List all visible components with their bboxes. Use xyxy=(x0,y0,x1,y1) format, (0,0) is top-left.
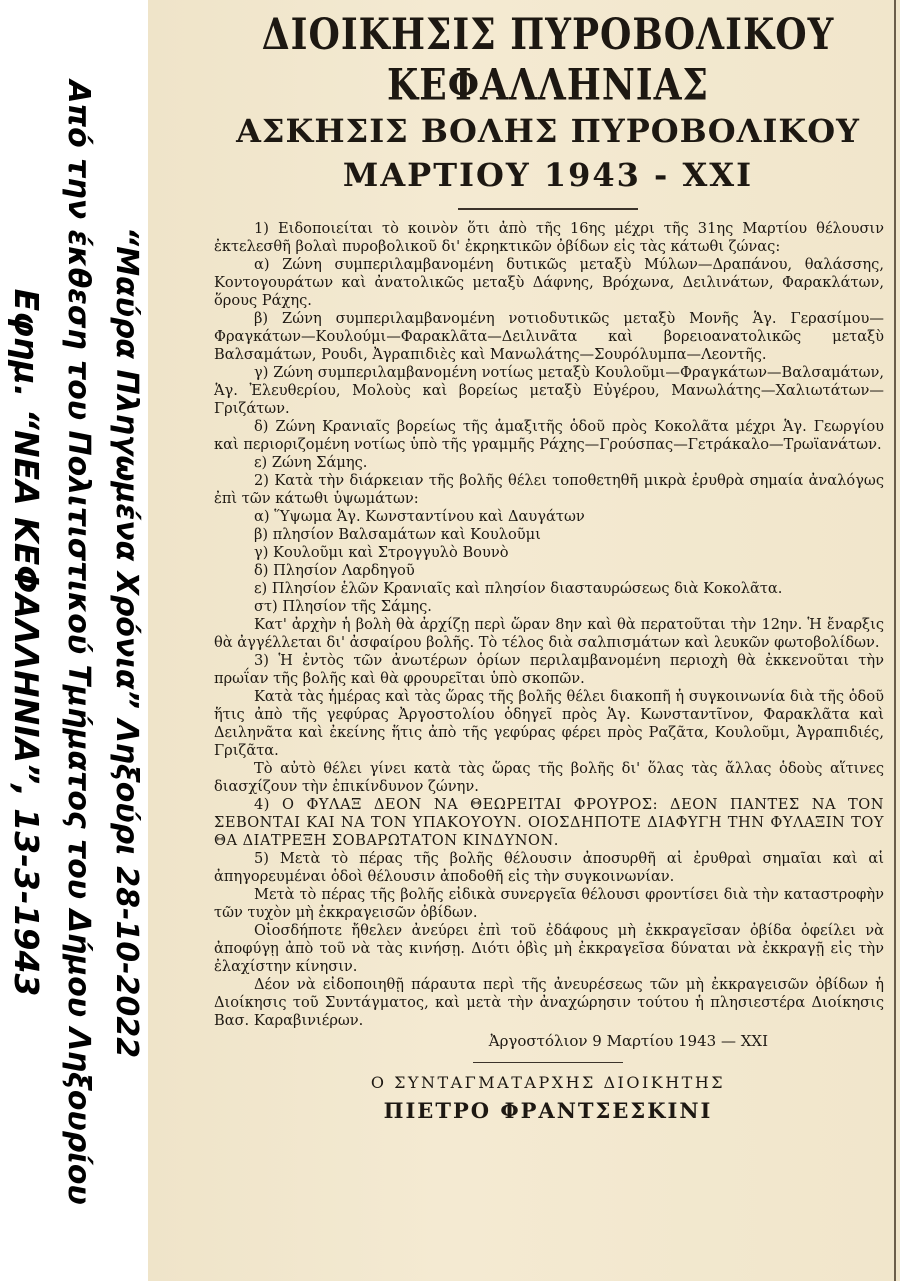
flag-site-e: ε) Πλησίον ἑλῶν Κρανιαῖς καὶ πλησίον διασταυρώσεως διὰ Κοκολᾶτα. xyxy=(254,580,783,597)
signature-title: Ο ΣΥΝΤΑΓΜΑΤΑΡΧΗΣ ΔΙΟΙΚΗΤΗΣ xyxy=(370,1073,726,1092)
caption-title-date-line: “Μαύρα Πληγωμένα Χρόνια” Ληξούρι 28-10-2022 xyxy=(109,226,144,1059)
newspaper-clipping xyxy=(148,0,900,1281)
zone-e: ε) Ζώνη Σάμης. xyxy=(254,454,368,471)
flag-site-b: β) πλησίον Βαλσαμάτων καὶ Κουλοῦμι xyxy=(254,526,541,543)
paragraph-traffic: Κατὰ τὰς ἡμέρας καὶ τὰς ὥρας τῆς βολῆς θέλει διακοπῆ ἡ συγκοινωνία διὰ τῆς ὁδοῦ ἥτις ἀπὸ τῆς γεφύρας Ἀργοστολίου ὁδηγεῖ πρὸς Ἁγ. Κωνσταντῖνον, Φαρακλᾶτα καὶ Δειληνᾶτα καὶ ἐκείνης ἥτις ἀπὸ τῆς γεφύρας φέρει πρὸς Ραζᾶτα, Κουλοῦμι, Ἀγραπιδιές, Γριζᾶτα. xyxy=(214,688,884,759)
zone-b: β) Ζώνη συμπεριλαμβανομένη νοτιοδυτικῶς μεταξὺ Μονῆς Ἁγ. Γερασίμου—Φραγκάτων—Κουλούμι—Φαρακλᾶτα—Δειλινᾶτα καὶ βορειοανατολικῶς μεταξὺ Βαλσαμάτων, Ρουδι, Ἀγραπιδιὲς καὶ Μανωλάτης—Σουρόλυμπα—Λεοντῆς. xyxy=(214,310,884,363)
article-heading-date: ΜΑΡΤΙΟΥ 1943 - XXI xyxy=(342,156,754,194)
paragraph-4-guard: 4) Ο ΦΥΛΑΞ ΔΕΟΝ ΝΑ ΘΕΩΡΕΙΤΑΙ ΦΡΟΥΡΟΣ: ΔΕΟΝ ΠΑΝΤΕΣ ΝΑ ΤΟΝ ΣΕΒΟΝΤΑΙ ΚΑΙ ΝΑ ΤΟΝ ΥΠΑΚΟΥΟΥΝ. ΟΙΟΣΔΗΠΟΤΕ ΔΙΑΦΥΓΗ ΤΗΝ ΦΥΛΑΞΙΝ ΤΟΥ ΘΑ ΔΙΑΤΡΕΞΗ ΣΟΒΑΡΩΤΑΤΟΝ ΚΙΝΔΥΝΟΝ. xyxy=(214,796,884,849)
zone-a: α) Ζώνη συμπεριλαμβανομένη δυτικῶς μεταξὺ Μύλων—Δραπάνου, θαλάσσης, Κοντογουράτων καὶ ἀνατολικῶς μεταξὺ Δάφνης, Βρόχωνα, Δειλινάτων, Φαρακλάτων, ὅρους Ράχης. xyxy=(214,256,884,309)
zone-c: γ) Ζώνη συμπεριλαμβανομένη νοτίως μεταξὺ Κουλοῦμι—Φραγκάτων—Βαλσαμάτων, Ἁγ. Ἐλευθερίου, Μολοὺς καὶ βορείως μεταξὺ Εὐγέρου, Μανωλάτης—Χαλιωτάτων—Γριζάτων. xyxy=(214,364,884,417)
paragraph-cleanup: Μετὰ τὸ πέρας τῆς βολῆς εἰδικὰ συνεργεῖα θέλουσι φροντίσει διὰ τὴν καταστροφὴν τῶν τυχὸν μὴ ἐκκραγεισῶν ὀβίδων. xyxy=(214,886,884,921)
paragraph-1: 1) Ειδοποιείται τὸ κοινὸν ὅτι ἀπὸ τῆς 16ης μέχρι τῆς 31ης Μαρτίου θέλουσιν ἐκτελεσθῆ βολαὶ πυροβολικοῦ δι' ἐκρηκτικῶν ὀβίδων εἰς τὰς κάτωθι ζώνας: xyxy=(214,220,884,255)
article-heading-authority: ΔΙΟΙΚΗΣΙΣ ΠΥΡΟΒΟΛΙΚΟΥ ΚΕΦΑΛΛΗΝΙΑΣ xyxy=(261,9,835,111)
caption-exhibition-line: Από την έκθεση του Πολιτιστικού Τμήματος του Δήμου Ληξουρίου xyxy=(61,80,96,1205)
flag-site-f: στ) Πλησίον τῆς Σάμης. xyxy=(254,598,432,615)
issue-date-line: Ἀργοστόλιον 9 Μαρτίου 1943 — XXI xyxy=(488,1032,768,1050)
column-rule xyxy=(894,0,896,1281)
rotated-caption xyxy=(0,30,150,1255)
paragraph-3: 3) Ἡ ἐντὸς τῶν ἀνωτέρων ὁρίων περιλαμβανομένη περιοχὴ θὰ ἐκκενοῦται τὴν πρωΐαν τῆς βολῆς καὶ θὰ φρουρεῖται ὑπὸ σκοπῶν. xyxy=(214,652,884,687)
article-body xyxy=(214,220,884,1030)
signature-name: ΠΙΕΤΡΟ ΦΡΑΝΤΣΕΣΚΙΝΙ xyxy=(383,1098,713,1123)
signature-divider xyxy=(473,1062,623,1063)
caption-newspaper-line: Εφημ. “ΝΕΑ ΚΕΦΑΛΛΗΝΙΑ”, 13-3-1943 xyxy=(7,288,46,997)
paragraph-other-roads: Τὸ αὐτὸ θέλει γίνει κατὰ τὰς ὥρας τῆς βολῆς δι' ὅλας τὰς ἄλλας ὁδοὺς αἵτινες διασχίζουν τὴν ἐπικίνδυνον ζώνην. xyxy=(214,760,884,795)
article-heading-exercise: ΑΣΚΗΣΙΣ ΒΟΛΗΣ ΠΥΡΟΒΟΛΙΚΟΥ xyxy=(236,112,860,150)
caption-panel xyxy=(0,0,150,1281)
paragraph-unexploded-warning: Οἱοσδήποτε ἤθελεν ἀνεύρει ἐπὶ τοῦ ἐδάφους μὴ ἐκκραγεῖσαν ὀβίδα ὀφείλει νὰ ἀποφύγῃ ἀπὸ τοῦ νὰ τὰς κινήσῃ. Διότι ὀβὶς μὴ ἐκκραγεῖσα δύναται νὰ ἐκκραγῇ εἰς τὴν ἐλαχίστην κίνησιν. xyxy=(214,922,884,975)
paragraph-5: 5) Μετὰ τὸ πέρας τῆς βολῆς θέλουσιν ἀποσυρθῆ αἱ ἐρυθραὶ σημαῖαι καὶ αἱ ἀπηγορευμέναι ὁδοὶ θέλουσιν ἀποδοθῆ εἰς τὴν συγκοινωνίαν. xyxy=(214,850,884,885)
flag-site-a: α) Ὕψωμα Ἁγ. Κωνσταντίνου καὶ Δαυγάτων xyxy=(254,508,585,525)
heading-divider xyxy=(458,208,638,210)
zone-d: δ) Ζώνη Κρανιαῖς βορείως τῆς ἁμαξιτῆς ὁδοῦ πρὸς Κοκολᾶτα μέχρι Ἁγ. Γεωργίου καὶ περιοριζομένη νοτίως ὑπὸ τῆς γραμμῆς Ράχης—Γρούσπας—Γετράκαλο—Τρωϊανάτων. xyxy=(214,418,884,453)
flag-site-d: δ) Πλησίον Λαρδηγοῦ xyxy=(254,562,415,579)
flag-site-c: γ) Κουλοῦμι καὶ Στρογγυλὸ Βουνὸ xyxy=(254,544,509,561)
paragraph-timing: Κατ' ἀρχὴν ἡ βολὴ θὰ ἀρχίζῃ περὶ ὥραν 8ην καὶ θὰ περατοῦται τὴν 12ην. Ἡ ἔναρξις θὰ ἀγγέλλεται δι' ἀσφαίρου βολῆς. Τὸ τέλος διὰ σαλπισμάτων καὶ λευκῶν φωτοβολίδων. xyxy=(214,616,884,651)
paragraph-2: 2) Κατὰ τὴν διάρκειαν τῆς βολῆς θέλει τοποθετηθῆ μικρὰ ἐρυθρὰ σημαία ἀναλόγως ἐπὶ τῶν κάτωθι ὑψωμάτων: xyxy=(214,472,884,507)
paragraph-notify: Δέον νὰ εἰδοποιηθῇ πάραυτα περὶ τῆς ἀνευρέσεως τῶν μὴ ἐκκραγεισῶν ὀβίδων ἡ Διοίκησις τοῦ Συντάγματος, καὶ μετὰ τὴν ἀναχώρησιν τούτου ἡ πλησιεστέρα Διοίκησις Βασ. Καραβινιέρων. xyxy=(214,976,884,1029)
